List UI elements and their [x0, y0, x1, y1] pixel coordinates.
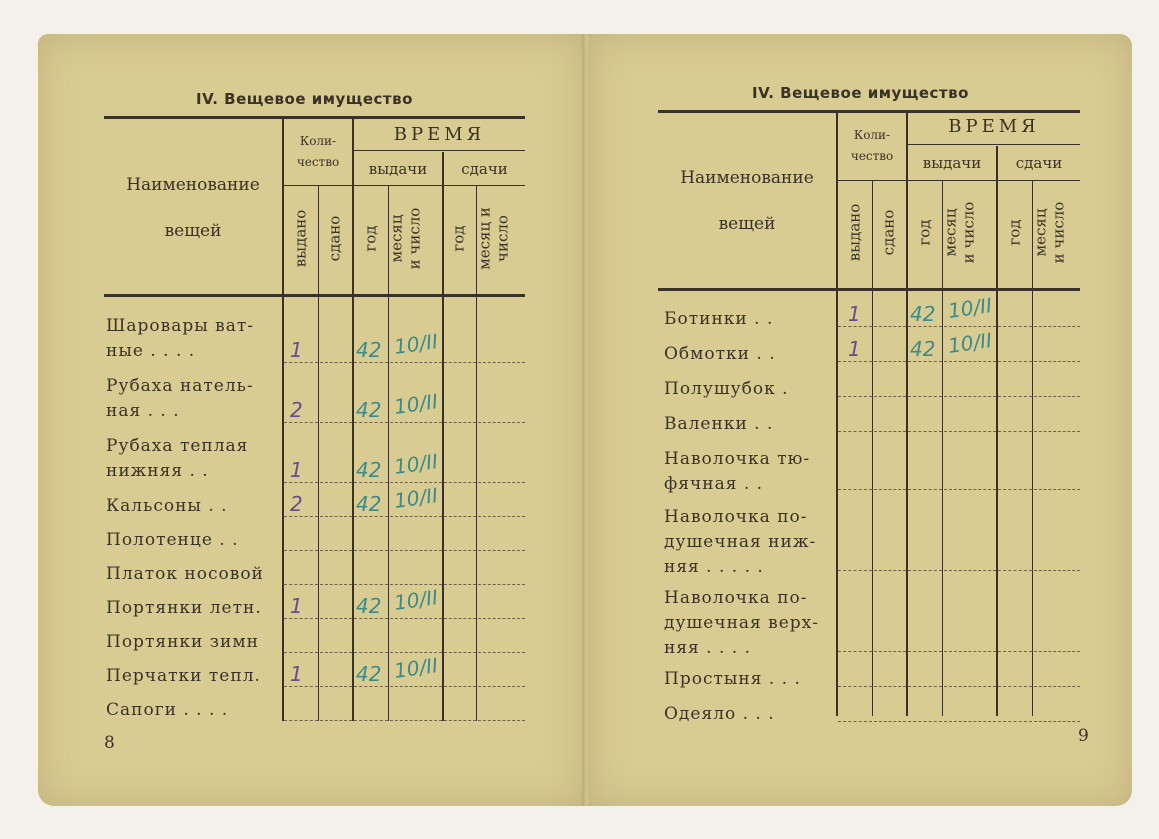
- row-dotted-line: [944, 651, 996, 652]
- right-page-number: 9: [1078, 726, 1089, 746]
- row-dotted-line: [320, 618, 352, 619]
- row-dotted-line: [320, 516, 352, 517]
- row-dotted-line: [320, 550, 352, 551]
- issued-quantity: 1: [290, 662, 303, 686]
- right-col-line: [836, 112, 838, 716]
- issue-date: 10/II: [392, 389, 440, 419]
- item-name: Простыня . . .: [664, 669, 801, 689]
- row-dotted-line: [284, 584, 318, 585]
- row-dotted-line: [838, 686, 872, 687]
- row-dotted-line: [444, 422, 476, 423]
- right-header-bottom-rule: [658, 288, 1080, 291]
- left-col-line: [318, 185, 319, 721]
- row-dotted-line: [284, 720, 318, 721]
- left-header-issued: выдано: [291, 209, 310, 268]
- right-header-issue: выдачи: [922, 154, 982, 172]
- row-dotted-line: [908, 686, 942, 687]
- row-dotted-line: [944, 326, 996, 327]
- issue-year: 42: [356, 458, 382, 482]
- row-dotted-line: [838, 396, 872, 397]
- row-dotted-line: [874, 651, 906, 652]
- row-dotted-line: [320, 720, 352, 721]
- item-name: Сапоги . . . .: [106, 700, 229, 720]
- issue-year: 42: [356, 398, 382, 422]
- row-dotted-line: [908, 326, 942, 327]
- row-dotted-line: [838, 361, 872, 362]
- row-dotted-line: [444, 584, 476, 585]
- right-header-return: сдачи: [1015, 154, 1063, 172]
- row-dotted-line: [320, 422, 352, 423]
- row-dotted-line: [390, 516, 442, 517]
- row-dotted-line: [908, 721, 942, 722]
- row-dotted-line: [354, 652, 388, 653]
- row-dotted-line: [998, 651, 1032, 652]
- row-dotted-line: [874, 686, 906, 687]
- issue-year: 42: [356, 338, 382, 362]
- issued-quantity: 1: [848, 302, 861, 326]
- row-dotted-line: [998, 686, 1032, 687]
- right-header-month2: и число: [1049, 201, 1068, 264]
- row-dotted-line: [908, 651, 942, 652]
- row-dotted-line: [390, 550, 442, 551]
- item-name: Обмотки . .: [664, 344, 776, 364]
- issue-date: 10/II: [392, 653, 440, 683]
- row-dotted-line: [478, 686, 525, 687]
- right-header-year2: год: [1005, 219, 1024, 246]
- item-name: Полушубок .: [664, 379, 789, 399]
- left-header-qty: чество: [296, 155, 340, 169]
- row-dotted-line: [944, 431, 996, 432]
- right-header-qty: Коли-: [853, 128, 891, 142]
- row-dotted-line: [478, 720, 525, 721]
- row-dotted-line: [444, 652, 476, 653]
- left-header-month: и число: [405, 207, 424, 270]
- row-dotted-line: [444, 618, 476, 619]
- row-dotted-line: [444, 720, 476, 721]
- row-dotted-line: [444, 482, 476, 483]
- row-dotted-line: [444, 550, 476, 551]
- row-dotted-line: [354, 686, 388, 687]
- row-dotted-line: [284, 652, 318, 653]
- right-header-month2: месяц: [1031, 208, 1050, 257]
- row-dotted-line: [874, 361, 906, 362]
- row-dotted-line: [478, 550, 525, 551]
- row-dotted-line: [320, 652, 352, 653]
- row-dotted-line: [908, 570, 942, 571]
- issued-quantity: 1: [290, 594, 303, 618]
- right-page-title: IV. Вещевое имущество: [752, 84, 969, 102]
- right-header-year: год: [915, 219, 934, 246]
- row-dotted-line: [478, 422, 525, 423]
- issue-year: 42: [356, 492, 382, 516]
- row-dotted-line: [1034, 651, 1080, 652]
- row-dotted-line: [320, 584, 352, 585]
- row-dotted-line: [1034, 489, 1080, 490]
- right-title-rule: [658, 110, 1080, 113]
- item-name: Рубаха натель- ная . . .: [106, 376, 254, 421]
- left-header-name: Наименование: [126, 175, 260, 195]
- issue-date: 10/II: [392, 483, 440, 513]
- row-dotted-line: [874, 326, 906, 327]
- row-dotted-line: [320, 482, 352, 483]
- issue-year: 42: [356, 594, 382, 618]
- row-dotted-line: [944, 686, 996, 687]
- row-dotted-line: [1034, 570, 1080, 571]
- item-name: Наволочка по- душечная ниж- няя . . . . .: [664, 507, 817, 577]
- left-header-returned: сдано: [325, 215, 344, 262]
- row-dotted-line: [478, 584, 525, 585]
- item-name: Одеяло . . .: [664, 704, 775, 724]
- row-dotted-line: [908, 489, 942, 490]
- left-header-issue: выдачи: [368, 160, 428, 178]
- item-name: Перчатки тепл.: [106, 666, 261, 686]
- issued-quantity: 1: [290, 338, 303, 362]
- row-dotted-line: [354, 516, 388, 517]
- row-dotted-line: [354, 584, 388, 585]
- right-header-time: ВРЕМЯ: [948, 116, 1040, 137]
- issued-quantity: 2: [290, 492, 303, 516]
- left-header-year2: год: [449, 225, 468, 252]
- issue-date: 10/II: [392, 329, 440, 359]
- left-page-number: 8: [104, 733, 115, 753]
- row-dotted-line: [284, 482, 318, 483]
- row-dotted-line: [284, 362, 318, 363]
- row-dotted-line: [998, 361, 1032, 362]
- row-dotted-line: [998, 326, 1032, 327]
- row-dotted-line: [838, 721, 872, 722]
- item-name: Кальсоны . .: [106, 496, 228, 516]
- left-header-month: месяц: [387, 214, 406, 263]
- left-col-line: [282, 118, 284, 721]
- row-dotted-line: [478, 652, 525, 653]
- row-dotted-line: [838, 326, 872, 327]
- row-dotted-line: [284, 516, 318, 517]
- item-name: Ботинки . .: [664, 309, 774, 329]
- issue-date: 10/II: [946, 328, 994, 358]
- row-dotted-line: [944, 721, 996, 722]
- row-dotted-line: [908, 431, 942, 432]
- left-col-line: [352, 118, 354, 721]
- row-dotted-line: [874, 570, 906, 571]
- issue-date: 10/II: [946, 293, 994, 323]
- issue-date: 10/II: [392, 449, 440, 479]
- right-header-month: и число: [959, 201, 978, 264]
- left-header-rule: [282, 185, 525, 186]
- issue-year: 42: [910, 337, 936, 361]
- row-dotted-line: [998, 570, 1032, 571]
- row-dotted-line: [1034, 361, 1080, 362]
- right-header-name: Наименование: [680, 168, 814, 188]
- issued-quantity: 1: [848, 337, 861, 361]
- item-name: Портянки зимн: [106, 632, 259, 652]
- row-dotted-line: [390, 686, 442, 687]
- row-dotted-line: [354, 422, 388, 423]
- issued-quantity: 2: [290, 398, 303, 422]
- right-header-month: месяц: [941, 208, 960, 257]
- row-dotted-line: [874, 431, 906, 432]
- row-dotted-line: [874, 396, 906, 397]
- row-dotted-line: [284, 550, 318, 551]
- left-header-time: ВРЕМЯ: [393, 124, 486, 145]
- row-dotted-line: [354, 482, 388, 483]
- left-header-month2: число: [493, 215, 512, 262]
- item-name: Полотенце . .: [106, 530, 239, 550]
- right-col-line: [872, 180, 873, 716]
- right-header-returned: сдано: [879, 209, 898, 256]
- issue-date: 10/II: [392, 585, 440, 615]
- row-dotted-line: [284, 422, 318, 423]
- row-dotted-line: [838, 651, 872, 652]
- left-header-rule: [352, 150, 525, 151]
- row-dotted-line: [390, 720, 442, 721]
- row-dotted-line: [998, 489, 1032, 490]
- row-dotted-line: [944, 489, 996, 490]
- item-name: Валенки . .: [664, 414, 774, 434]
- row-dotted-line: [354, 550, 388, 551]
- row-dotted-line: [1034, 326, 1080, 327]
- row-dotted-line: [998, 721, 1032, 722]
- row-dotted-line: [390, 422, 442, 423]
- row-dotted-line: [838, 570, 872, 571]
- left-header-name: вещей: [164, 221, 222, 241]
- left-header-qty: Коли-: [299, 134, 337, 148]
- row-dotted-line: [838, 489, 872, 490]
- row-dotted-line: [354, 362, 388, 363]
- right-header-rule: [836, 180, 1080, 181]
- row-dotted-line: [390, 618, 442, 619]
- row-dotted-line: [478, 516, 525, 517]
- item-name: Наволочка по- душечная верх- няя . . . .: [664, 588, 820, 658]
- row-dotted-line: [944, 570, 996, 571]
- item-name: Наволочка тю- фячная . .: [664, 449, 811, 494]
- left-col-line: [442, 152, 444, 721]
- left-header-month2: месяц и: [475, 207, 494, 270]
- row-dotted-line: [320, 686, 352, 687]
- item-name: Портянки летн.: [106, 598, 262, 618]
- left-title-rule: [104, 116, 525, 119]
- row-dotted-line: [874, 489, 906, 490]
- left-header-bottom-rule: [104, 294, 525, 297]
- left-header-return: сдачи: [461, 160, 508, 178]
- row-dotted-line: [1034, 396, 1080, 397]
- row-dotted-line: [944, 361, 996, 362]
- item-name: Рубаха теплая нижняя . .: [106, 436, 249, 481]
- row-dotted-line: [390, 362, 442, 363]
- item-name: Платок носовой: [106, 564, 264, 584]
- item-name: Шаровары ват- ные . . . .: [106, 316, 255, 361]
- issue-year: 42: [356, 662, 382, 686]
- right-col-line: [906, 112, 908, 716]
- issue-year: 42: [910, 302, 936, 326]
- right-header-issued: выдано: [845, 203, 864, 262]
- left-header-year: год: [361, 225, 380, 252]
- row-dotted-line: [478, 362, 525, 363]
- row-dotted-line: [284, 686, 318, 687]
- row-dotted-line: [354, 618, 388, 619]
- right-header-rule: [906, 144, 1080, 145]
- issued-quantity: 1: [290, 458, 303, 482]
- row-dotted-line: [944, 396, 996, 397]
- row-dotted-line: [838, 431, 872, 432]
- row-dotted-line: [284, 618, 318, 619]
- row-dotted-line: [478, 482, 525, 483]
- row-dotted-line: [320, 362, 352, 363]
- row-dotted-line: [998, 396, 1032, 397]
- row-dotted-line: [1034, 721, 1080, 722]
- left-page-title: IV. Вещевое имущество: [196, 90, 413, 108]
- right-header-qty: чество: [850, 149, 894, 163]
- row-dotted-line: [908, 396, 942, 397]
- row-dotted-line: [874, 721, 906, 722]
- row-dotted-line: [1034, 686, 1080, 687]
- row-dotted-line: [478, 618, 525, 619]
- row-dotted-line: [1034, 431, 1080, 432]
- row-dotted-line: [444, 362, 476, 363]
- row-dotted-line: [908, 361, 942, 362]
- row-dotted-line: [998, 431, 1032, 432]
- row-dotted-line: [444, 516, 476, 517]
- row-dotted-line: [354, 720, 388, 721]
- right-header-name: вещей: [718, 214, 776, 234]
- row-dotted-line: [444, 686, 476, 687]
